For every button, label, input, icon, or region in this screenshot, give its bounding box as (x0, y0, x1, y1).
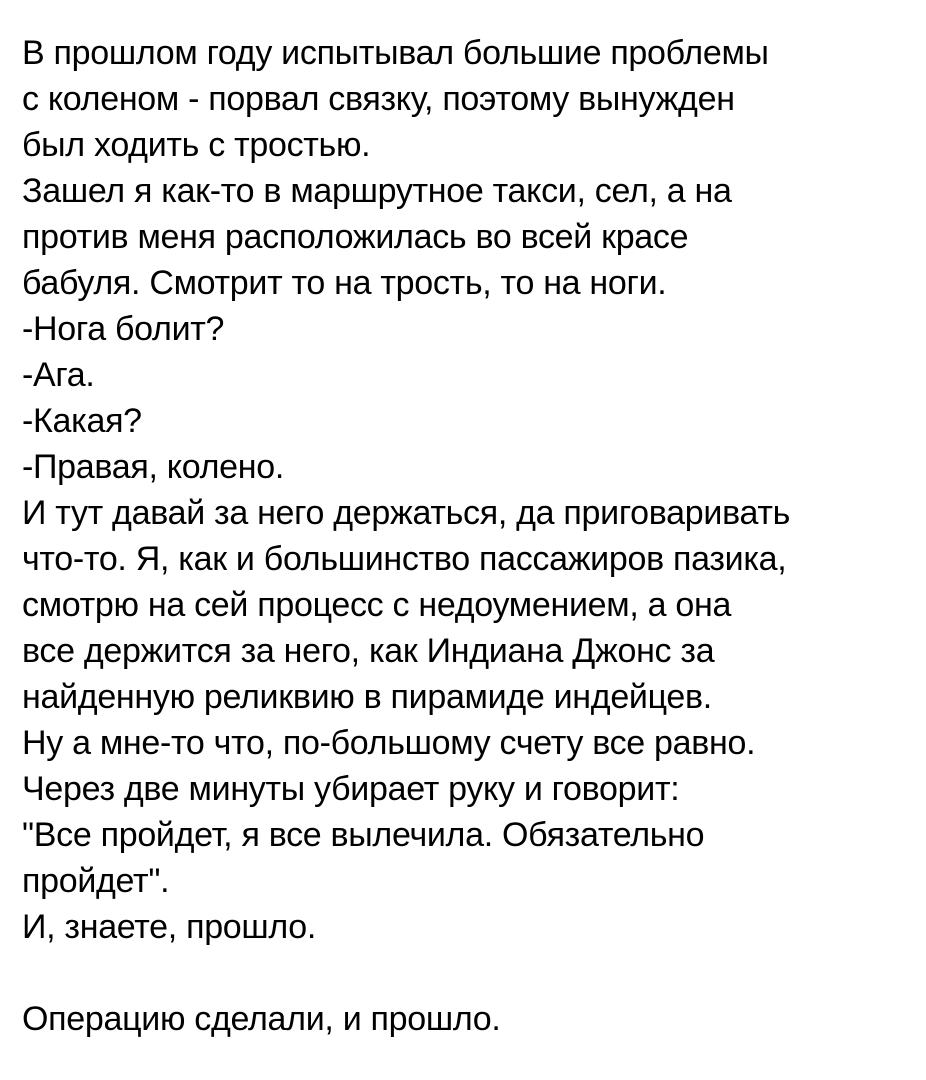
text-line: В прошлом году испытывал большие проблемы (22, 34, 769, 72)
text-line: бабуля. Смотрит то на трость, то на ноги. (22, 264, 667, 302)
text-line: -Какая? (22, 402, 142, 440)
text-line: -Правая, колено. (22, 448, 284, 486)
text-line: "Все пройдет, я все вылечила. Обязательно (22, 816, 705, 854)
text-line: что-то. Я, как и большинство пассажиров пазика, (22, 540, 787, 578)
text-line: -Ага. (22, 356, 95, 394)
text-line: Через две минуты убирает руку и говорит: (22, 770, 680, 808)
text-line: смотрю на сей процесс с недоумением, а она (22, 586, 732, 624)
text-line: против меня расположилась во всей красе (22, 218, 689, 256)
text-line: все держится за него, как Индиана Джонс за (22, 632, 715, 670)
blank-line (22, 950, 912, 996)
text-line: И тут давай за него держаться, да приговаривать (22, 494, 791, 532)
text-line: с коленом - порвал связку, поэтому вынужден (22, 80, 735, 118)
text-line: -Нога болит? (22, 310, 225, 348)
text-line: был ходить с тростью. (22, 126, 371, 164)
text-line: Зашел я как-то в маршрутное такси, сел, а на (22, 172, 732, 210)
text-line: пройдет". (22, 862, 170, 900)
text-line: Операцию сделали, и прошло. (22, 1000, 501, 1038)
text-line: найденную реликвию в пирамиде индейцев. (22, 678, 712, 716)
text-line: И, знаете, прошло. (22, 908, 317, 946)
text-line: Ну а мне-то что, по-большому счету все равно. (22, 724, 756, 762)
